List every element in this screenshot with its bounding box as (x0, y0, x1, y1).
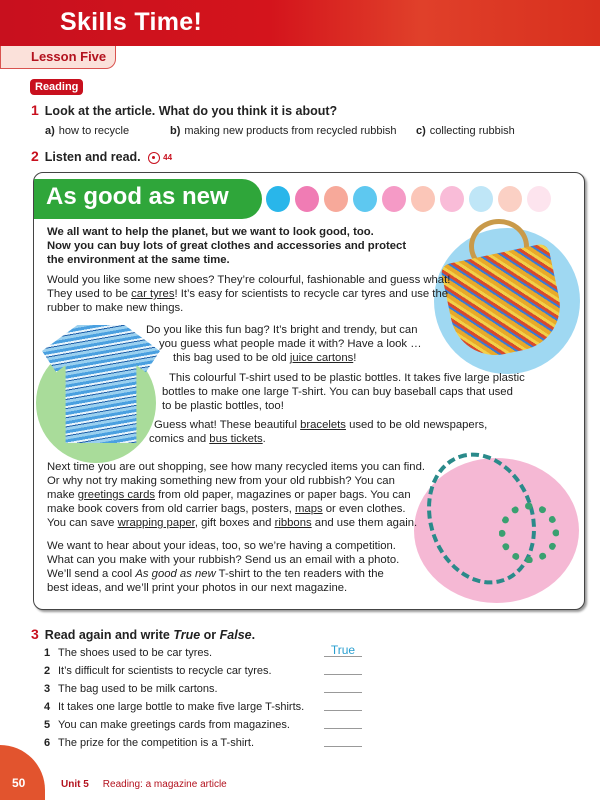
answer-blank[interactable] (324, 679, 362, 693)
lesson-tab (0, 46, 116, 69)
text-segment: you guess what people made it with? Have a look … (159, 338, 422, 350)
answer-blank[interactable] (324, 715, 362, 729)
decorative-dot (440, 186, 464, 212)
text-segment: You can save (47, 517, 118, 529)
decorative-dot (295, 186, 319, 212)
text-segment: or even clothes. (322, 503, 406, 515)
question-text: Look at the article. What do you think it is about? (44, 104, 338, 118)
article-box (33, 172, 585, 610)
article-line (47, 287, 448, 301)
text-segment: Or why not try making something new from your old rubbish? You can (47, 475, 395, 487)
text-segment: bottles to make one large T-shirt. You can buy baseball caps that used (162, 386, 513, 398)
vocabulary-word: car tyres (131, 288, 175, 300)
article-line (47, 516, 417, 530)
article-line (47, 581, 347, 595)
decorative-dot (266, 186, 290, 212)
true-false-item (44, 719, 290, 731)
text-segment: They used to be (47, 288, 132, 300)
article-line (173, 351, 356, 365)
true-false-item (44, 701, 304, 713)
article-line (47, 225, 374, 239)
decorative-dot (498, 186, 522, 212)
decorative-dot (382, 186, 406, 212)
answer-blank[interactable] (324, 733, 362, 747)
instruction-text: Read again and write (44, 628, 174, 642)
vocabulary-word: greetings cards (77, 489, 156, 501)
answer-blank[interactable] (324, 697, 362, 711)
text-segment: from old paper, magazines or paper bags. You can (155, 489, 411, 501)
answer-blank[interactable]: True (324, 643, 362, 657)
exercise-number: 3 (31, 626, 39, 642)
instruction-false: False (219, 628, 252, 642)
text-segment: What can you make with your rubbish? Send us an email with a photo. (47, 554, 400, 566)
text-segment: This colourful T-shirt used to be plastic bottles. It takes five large plastic (169, 372, 525, 384)
text-segment: Next time you are out shopping, see how many recycled items you can find. (47, 461, 426, 473)
text-segment: Now you can buy lots of great clothes and accessories and protect (47, 240, 407, 252)
vocabulary-word: wrapping paper (117, 517, 195, 529)
text-segment: Guess what! These beautiful (154, 419, 301, 431)
item-number: 1 (44, 647, 51, 659)
article-line (47, 301, 183, 315)
section-badge: Reading (30, 79, 83, 95)
article-line (47, 553, 399, 567)
text-segment: We’ll send a cool (47, 568, 136, 580)
true-false-item (44, 737, 254, 749)
item-number: 6 (44, 737, 51, 749)
item-text: The bag used to be milk cartons. (58, 683, 218, 695)
item-text: The prize for the competition is a T-shirt. (58, 737, 255, 749)
text-segment: ! It’s easy for scientists to recycle car tyres and use the (174, 288, 449, 300)
decorative-dot (353, 186, 377, 212)
text-segment: Do you like this fun bag? It’s bright and trendy, but can (146, 324, 418, 336)
item-text: The shoes used to be car tyres. (58, 647, 213, 659)
option-text: how to recycle (58, 125, 130, 137)
option-a (45, 125, 129, 137)
exercise-1-question (31, 102, 337, 118)
beads-image (499, 503, 559, 563)
text-segment: We all want to help the planet, but we want to look good, too. (47, 226, 374, 238)
article-title: As good as new (46, 183, 229, 210)
item-number: 2 (44, 665, 51, 677)
article-line (154, 418, 487, 432)
article-line (47, 539, 396, 553)
exercise-number: 2 (31, 148, 39, 164)
item-text: You can make greetings cards from magazines. (58, 719, 290, 731)
instruction-text: Listen and read. (44, 150, 141, 164)
text-segment: best ideas, and we’ll print your photos in our next magazine. (47, 582, 348, 594)
footer (61, 779, 227, 790)
text-segment: make book covers from old carrier bags, posters, (47, 503, 296, 515)
article-line (162, 399, 284, 413)
text-segment: We want to hear about your ideas, too, so we’re having a competition. (47, 540, 396, 552)
item-text: It’s difficult for scientists to recycle car tyres. (58, 665, 272, 677)
item-number: 5 (44, 719, 51, 731)
article-line (159, 337, 422, 351)
exercise-2-instruction (31, 148, 172, 164)
true-false-item (44, 683, 218, 695)
true-false-item (44, 647, 212, 659)
text-segment: As good as new (135, 568, 216, 580)
true-false-item (44, 665, 272, 677)
text-segment: , gift boxes and (194, 517, 275, 529)
article-line (47, 239, 406, 253)
article-line (47, 474, 395, 488)
answer-blank[interactable] (324, 661, 362, 675)
article-line (47, 460, 425, 474)
footer-topic: Reading: a magazine article (102, 779, 227, 790)
decorative-dot (527, 186, 551, 212)
text-segment: to be plastic bottles, too! (162, 400, 284, 412)
article-line (47, 253, 230, 267)
item-number: 4 (44, 701, 51, 713)
article-line (162, 385, 513, 399)
instruction-text: or (200, 628, 220, 642)
instruction-text: . (251, 628, 256, 642)
text-segment: and use them again. (311, 517, 418, 529)
article-line (47, 488, 411, 502)
text-segment: ! (353, 352, 357, 364)
decorative-dot (324, 186, 348, 212)
footer-unit: Unit 5 (61, 779, 89, 790)
vocabulary-word: juice cartons (289, 352, 354, 364)
item-number: 3 (44, 683, 51, 695)
article-line (47, 273, 450, 287)
article-title-banner (34, 179, 262, 219)
page-title: Skills Time! (60, 8, 203, 36)
text-segment: Would you like some new shoes? They’re colourful, fashionable and guess what! (47, 274, 451, 286)
option-letter: c) (416, 125, 426, 137)
page-corner (0, 745, 45, 800)
option-text: making new products from recycled rubbish (184, 125, 397, 137)
decorative-dot (469, 186, 493, 212)
option-c (416, 125, 515, 137)
article-line (146, 323, 418, 337)
article-line (47, 502, 406, 516)
article-line (169, 371, 525, 385)
item-text: It takes one large bottle to make five large T-shirts. (58, 701, 305, 713)
cd-icon[interactable] (148, 152, 160, 164)
article-line (47, 567, 384, 581)
text-segment: make (47, 489, 78, 501)
track-number: 44 (163, 153, 173, 163)
text-segment: used to be old newspapers, (345, 419, 488, 431)
page-number: 50 (12, 776, 26, 790)
vocabulary-word: ribbons (274, 517, 312, 529)
vocabulary-word: bracelets (300, 419, 346, 431)
text-segment: comics and (149, 433, 210, 445)
text-segment: rubber to make new things. (47, 302, 184, 314)
lesson-label: Lesson Five (31, 49, 107, 64)
instruction-true: True (173, 628, 201, 642)
text-segment: . (262, 433, 266, 445)
vocabulary-word: bus tickets (209, 433, 263, 445)
option-letter: b) (170, 125, 181, 137)
article-line (149, 432, 266, 446)
text-segment: T-shirt to the ten readers with the (215, 568, 384, 580)
text-segment: the environment at the same time. (47, 254, 230, 266)
option-letter: a) (45, 125, 55, 137)
exercise-3-instruction (31, 626, 255, 642)
vocabulary-word: maps (295, 503, 323, 515)
decorative-dot (411, 186, 435, 212)
option-text: collecting rubbish (429, 125, 515, 137)
exercise-number: 1 (31, 102, 39, 118)
text-segment: this bag used to be old (173, 352, 290, 364)
header-banner (0, 0, 600, 46)
option-b (170, 125, 397, 137)
